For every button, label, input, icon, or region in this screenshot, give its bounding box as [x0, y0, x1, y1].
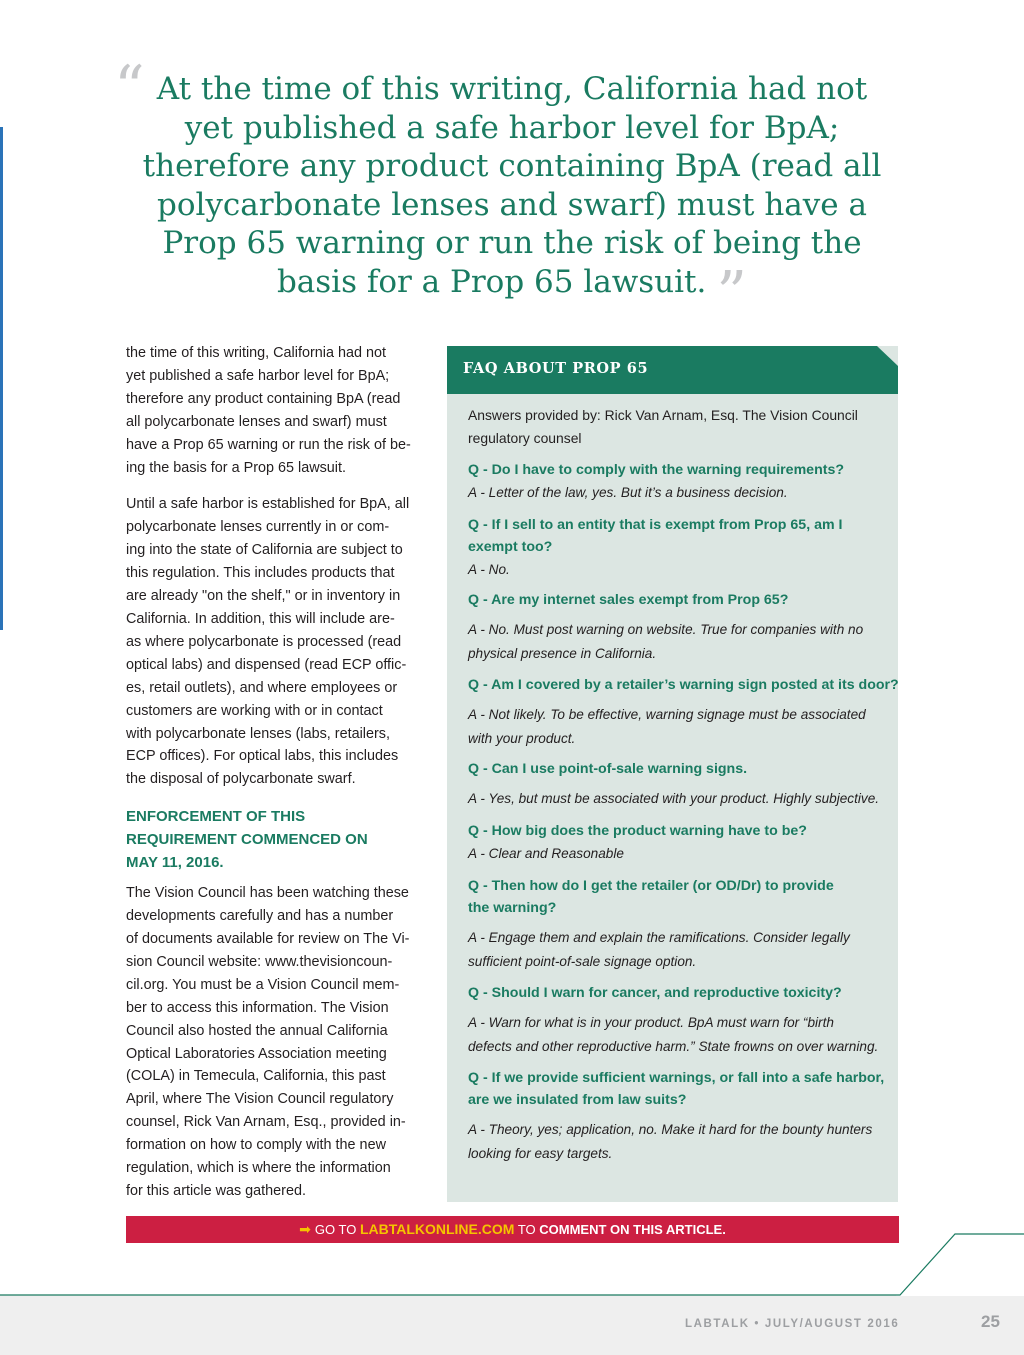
footer-publication: LABTALK • JULY/AUGUST 2016: [685, 1318, 900, 1330]
text-line: ing into the state of California are subject to: [126, 542, 403, 559]
faq-question: [468, 459, 888, 481]
pull-quote: [114, 53, 904, 329]
text-line: A - No. Must post warning on website. True for companies with no: [468, 622, 864, 637]
faq-answered-by: [468, 404, 888, 450]
text-line: A - Warn for what is in your product. BpA must warn for “birth: [468, 1015, 834, 1030]
text-line: regulation, which is where the information: [126, 1160, 391, 1177]
text-line: sufficient point-of-sale signage option.: [468, 953, 697, 969]
faq-question: [468, 589, 888, 611]
faq-item: [468, 758, 888, 811]
text-line: A - No.: [468, 561, 510, 577]
arrow-right-icon: ➡: [299, 1221, 311, 1237]
faq-item: [468, 514, 888, 582]
faq-answer: [468, 481, 888, 505]
faq-item: [468, 589, 888, 665]
text-line: of documents available for review on The Vi-: [126, 931, 410, 948]
faq-answer: [468, 787, 888, 811]
faq-sidebar: [447, 346, 898, 1202]
faq-answer: [468, 618, 888, 665]
text-line: (COLA) in Temecula, California, this past: [126, 1068, 386, 1085]
text-line: Q - How big does the product warning have to be?: [468, 822, 807, 839]
text-line: cil.org. You must be a Vision Council mem-: [126, 976, 400, 993]
text-line: A - Clear and Reasonable: [468, 845, 624, 861]
text-line: April, where The Vision Council regulatory: [126, 1091, 394, 1108]
faq-question: [468, 982, 888, 1004]
faq-answer: [468, 842, 888, 866]
page-number: 25: [981, 1312, 1000, 1331]
banner-comment: COMMENT ON THIS ARTICLE.: [539, 1222, 726, 1237]
text-line: the disposal of polycarbonate swarf.: [126, 771, 356, 788]
text-line: formation on how to comply with the new: [126, 1137, 386, 1154]
text-line: with polycarbonate lenses (labs, retailers,: [126, 725, 390, 742]
text-line: the time of this writing, California had not: [126, 345, 386, 361]
faq-body: [468, 404, 899, 1165]
text-line: customers are working with or in contact: [126, 702, 383, 719]
text-line: yet published a safe harbor level for BpA;: [126, 367, 390, 384]
text-line: ECP offices). For optical labs, this includes: [126, 748, 399, 765]
faq-answer: [468, 926, 888, 973]
text-line: Q - Do I have to comply with the warning requirements?: [468, 462, 845, 478]
faq-question: [468, 758, 888, 780]
text-line: Q - Am I covered by a retailer’s warning sign posted at its door?: [468, 677, 899, 693]
text-line: sion Council website: www.thevisioncoun-: [126, 953, 393, 970]
text-line: looking for easy targets.: [468, 1145, 613, 1161]
faq-question: [468, 514, 888, 558]
text-line: with your product.: [468, 730, 576, 746]
faq-question: [468, 820, 888, 842]
text-line: polycarbonate lenses currently in or com-: [126, 519, 390, 536]
text-line: the warning?: [468, 900, 557, 916]
text-line: A - Not likely. To be effective, warning signage must be associated: [468, 707, 866, 722]
faq-header: [447, 346, 898, 394]
pull-quote-line: Prop 65 warning or run the risk of being the: [162, 225, 862, 262]
faq-answer: [468, 1118, 888, 1165]
text-line: as where polycarbonate is processed (read: [126, 633, 402, 650]
text-line: physical presence in California.: [468, 645, 657, 661]
text-line: all polycarbonate lenses and swarf) must: [126, 413, 387, 430]
faq-item: [468, 982, 888, 1058]
text-line: defects and other reproductive harm.” State frowns on over warning.: [468, 1038, 879, 1054]
enforcement-heading: [126, 805, 417, 874]
heading-line: ENFORCEMENT OF THIS: [126, 808, 306, 826]
faq-item: [468, 875, 888, 973]
text-line: Council also hosted the annual California: [126, 1022, 388, 1039]
banner-site-link[interactable]: LABTALKONLINE.COM: [359, 1221, 515, 1237]
text-line: this regulation. This includes products that: [126, 565, 395, 582]
faq-question: [468, 875, 888, 919]
pull-quote-line-text: basis for a Prop 65 lawsuit.: [276, 263, 707, 300]
article-paragraph-2: [126, 493, 417, 791]
pull-quote-line: therefore any product containing BpA (read all: [142, 148, 882, 185]
text-line: exempt too?: [468, 538, 553, 555]
text-line: optical labs) and dispensed (read ECP offic-: [126, 656, 407, 673]
pull-quote-line: At the time of this writing, California had not: [156, 71, 868, 107]
pull-quote-line-last: basis for a Prop 65 lawsuit. ”: [276, 258, 748, 329]
faq-question: [468, 1067, 888, 1111]
text-line: A - Yes, but must be associated with your product. Highly subjective.: [468, 791, 880, 806]
text-line: Q - Can I use point-of-sale warning signs.: [468, 761, 748, 777]
text-line: Q - If we provide sufficient warnings, or fall into a safe harbor,: [468, 1070, 885, 1086]
banner-to: TO: [514, 1222, 540, 1237]
text-line: Q - Are my internet sales exempt from Prop 65?: [468, 592, 789, 608]
text-line: The Vision Council has been watching these: [126, 885, 409, 902]
text-line: A - Letter of the law, yes. But it’s a business decision.: [468, 485, 788, 500]
text-line: developments carefully and has a number: [126, 908, 394, 925]
text-line: A - Theory, yes; application, no. Make it hard for the bounty hunters: [468, 1122, 873, 1137]
text-line: Until a safe harbor is established for BpA, all: [126, 496, 410, 513]
text-line: regulatory counsel: [468, 430, 582, 446]
faq-item: [468, 820, 888, 866]
faq-item: [468, 674, 899, 750]
text-line: A - Engage them and explain the ramifications. Consider legally: [468, 930, 850, 945]
article-column: [126, 342, 417, 1217]
open-quote-mark: “: [114, 53, 145, 123]
text-line: are we insulated from law suits?: [468, 1092, 687, 1108]
text-line: for this article was gathered.: [126, 1183, 306, 1199]
text-line: Q - If I sell to an entity that is exempt from Prop 65, am I: [468, 516, 843, 533]
faq-item: [468, 1067, 888, 1165]
text-line: es, retail outlets), and where employees or: [126, 679, 398, 696]
banner-go-to: GO TO: [314, 1222, 360, 1237]
text-line: California. In addition, this will include are-: [126, 610, 395, 627]
text-line: are already "on the shelf," or in inventory in: [126, 588, 401, 605]
text-line: Answers provided by: Rick Van Arnam, Esq. The Vision Council: [468, 407, 858, 423]
text-line: Optical Laboratories Association meeting: [126, 1045, 387, 1062]
article-paragraph-3: [126, 882, 417, 1203]
text-line: Q - Then how do I get the retailer (or OD/Dr) to provide: [468, 878, 834, 894]
pull-quote-line: polycarbonate lenses and swarf) must have a: [157, 186, 867, 223]
text-line: ing the basis for a Prop 65 lawsuit.: [126, 459, 346, 476]
left-margin-rule: [0, 127, 3, 630]
article-paragraph-1: [126, 342, 417, 479]
text-line: Q - Should I warn for cancer, and reproductive toxicity?: [468, 985, 842, 1001]
faq-question: [468, 674, 899, 696]
faq-answer: [468, 1011, 888, 1058]
pull-quote-line: yet published a safe harbor level for BpA;: [184, 109, 840, 146]
text-line: ber to access this information. The Vision: [126, 999, 389, 1016]
heading-line: REQUIREMENT COMMENCED ON: [126, 831, 368, 849]
text-line: counsel, Rick Van Arnam, Esq., provided in-: [126, 1114, 406, 1131]
faq-answer: [468, 558, 888, 582]
comment-banner: [126, 1216, 899, 1243]
faq-item: [468, 459, 888, 505]
faq-title: FAQ ABOUT PROP 65: [463, 360, 649, 377]
text-line: have a Prop 65 warning or run the risk of be-: [126, 436, 411, 453]
heading-line: MAY 11, 2016.: [126, 854, 224, 872]
faq-answer: [468, 703, 888, 750]
text-line: therefore any product containing BpA (read: [126, 390, 401, 407]
